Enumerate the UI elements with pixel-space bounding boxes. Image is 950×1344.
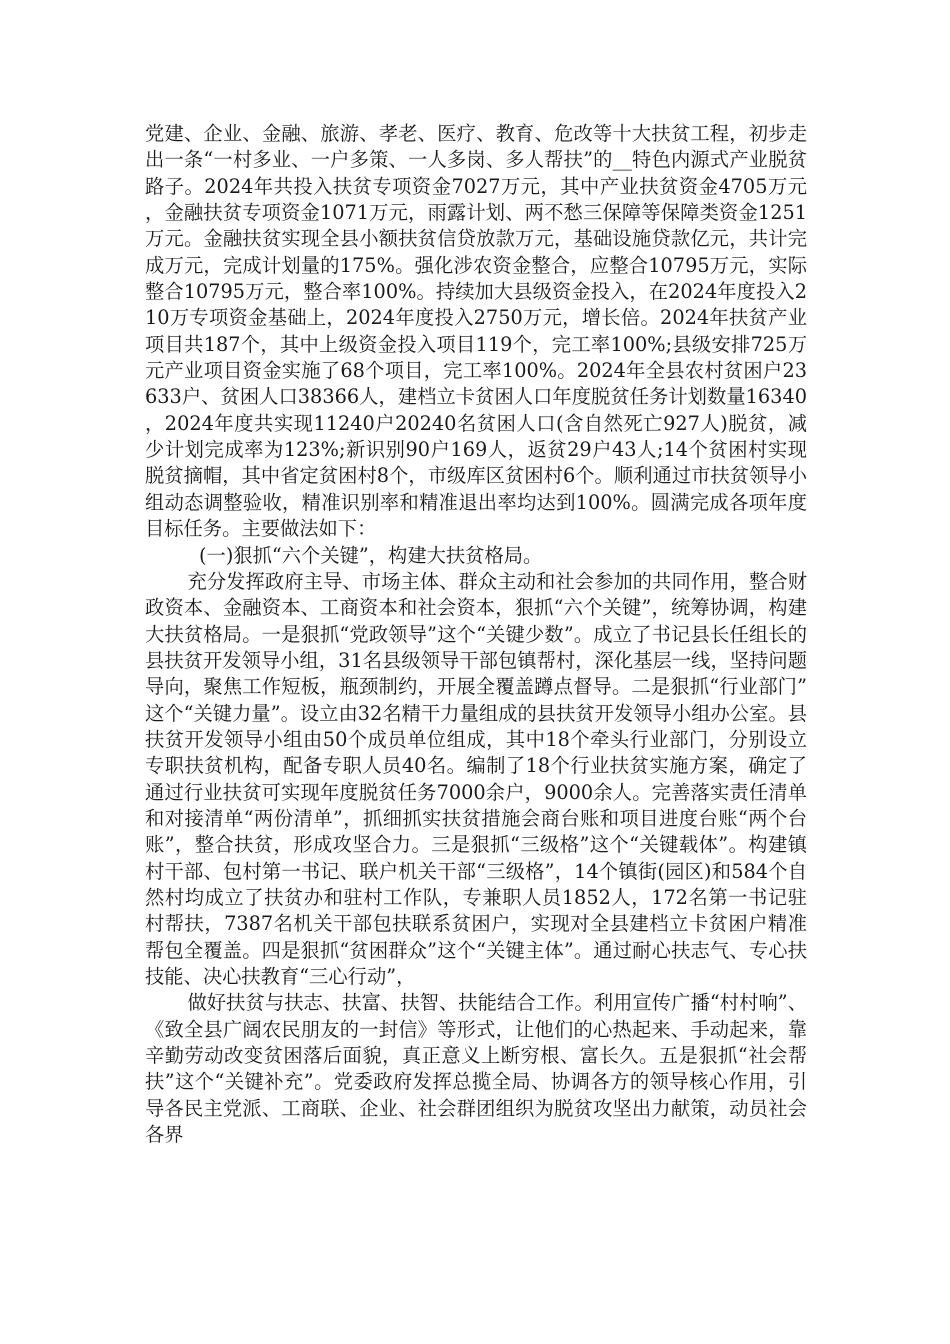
body-paragraph-1: 党建、企业、金融、旅游、孝老、医疗、教育、危改等十大扶贫工程，初步走出一条“一村多业、一户多策、一人多岗、多人帮扶”的__特色内源式产业脱贫路子。2024年共投入扶贫专项资金7027万元，其中产业扶贫资金4705万元，金融扶贫专项资金1071万元，雨露计划、两不愁三保障等保障类资金1251万元。金融扶贫实现全县小额扶贫信贷放款万元，基础设施贷款亿元，共计完成万元，完成计划量的175%。强化涉农资金整合，应整合10795万元，实际整合10795万元，整合率100%。持续加大县级资金投入，在2024年度投入210万专项资金基础上，2024年度投入2750万元，增长倍。2024年扶贫产业项目共187个，其中上级资金投入项目119个，完工率100%;县级安排725万元产业项目资金实施了68个项目，完工率100%。2024年全县农村贫困户23633户、贫困人口38366人，建档立卡贫困人口年度脱贫任务计划数量16340，2024年度共实现11240户20240名贫困人口(含自然死亡927人)脱贫，减少计划完成率为123%;新识别90户169人，返贫29户43人;14个贫困村实现脱贫摘帽，其中省定贫困村8个，市级库区贫困村6个。顺利通过市扶贫领导小组动态调整验收，精准识别率和精准退出率均达到100%。圆满完成各项年度目标任务。主要做法如下： — [145, 122, 807, 541]
section-heading-1: (一)狠抓“六个关键”，构建大扶贫格局。 — [199, 543, 543, 567]
document-body — [145, 121, 807, 1148]
body-paragraph-2: 充分发挥政府主导、市场主体、群众主动和社会参加的共同作用，整合财政资本、金融资本、工商资本和社会资本，狠抓“六个关键”，统筹协调，构建大扶贫格局。一是狠抓“党政领导”这个“关键少数”。成立了书记县长任组长的县扶贫开发领导小组，31名县级领导干部包镇帮村，深化基层一线，坚持问题导向，聚焦工作短板，瓶颈制约，开展全覆盖蹲点督导。二是狠抓“行业部门”这个“关键力量”。设立由32名精干力量组成的县扶贫开发领导小组办公室。县扶贫开发领导小组由50个成员单位组成，其中18个牵头行业部门，分别设立专职扶贫机构，配备专职人员40名。编制了18个行业扶贫实施方案，确定了通过行业扶贫可实现年度脱贫任务7000余户，9000余人。完善落实责任清单和对接清单“两份清单”，抓细抓实扶贫措施会商台账和项目进度台账“两个台账”，整合扶贫，形成攻坚合力。三是狠抓“三级格”这个“关键载体”。构建镇村干部、包村第一书记、联户机关干部“三级格”，14个镇街(园区)和584个自然村均成立了扶贫办和驻村工作队，专兼职人员1852人，172名第一书记驻村帮扶，7387名机关干部包扶联系贫困户，实现对全县建档立卡贫困户精准帮包全覆盖。四是狠抓“贫困群众”这个“关键主体”。通过耐心扶志气、专心扶技能、决心扶教育“三心行动”， — [145, 569, 807, 988]
body-paragraph-3: 做好扶贫与扶志、扶富、扶智、扶能结合工作。利用宣传广播“村村响”、《致全县广阔农民朋友的一封信》等形式，让他们的心热起来、手动起来，靠辛勤劳动改变贫困落后面貌，真正意义上断穷根、富长久。五是狠抓“社会帮扶”这个“关键补充”。党委政府发挥总揽全局、协调各方的领导核心作用，引导各民主党派、工商联、企业、社会群团组织为脱贫攻坚出力献策，动员社会各界 — [145, 991, 807, 1147]
